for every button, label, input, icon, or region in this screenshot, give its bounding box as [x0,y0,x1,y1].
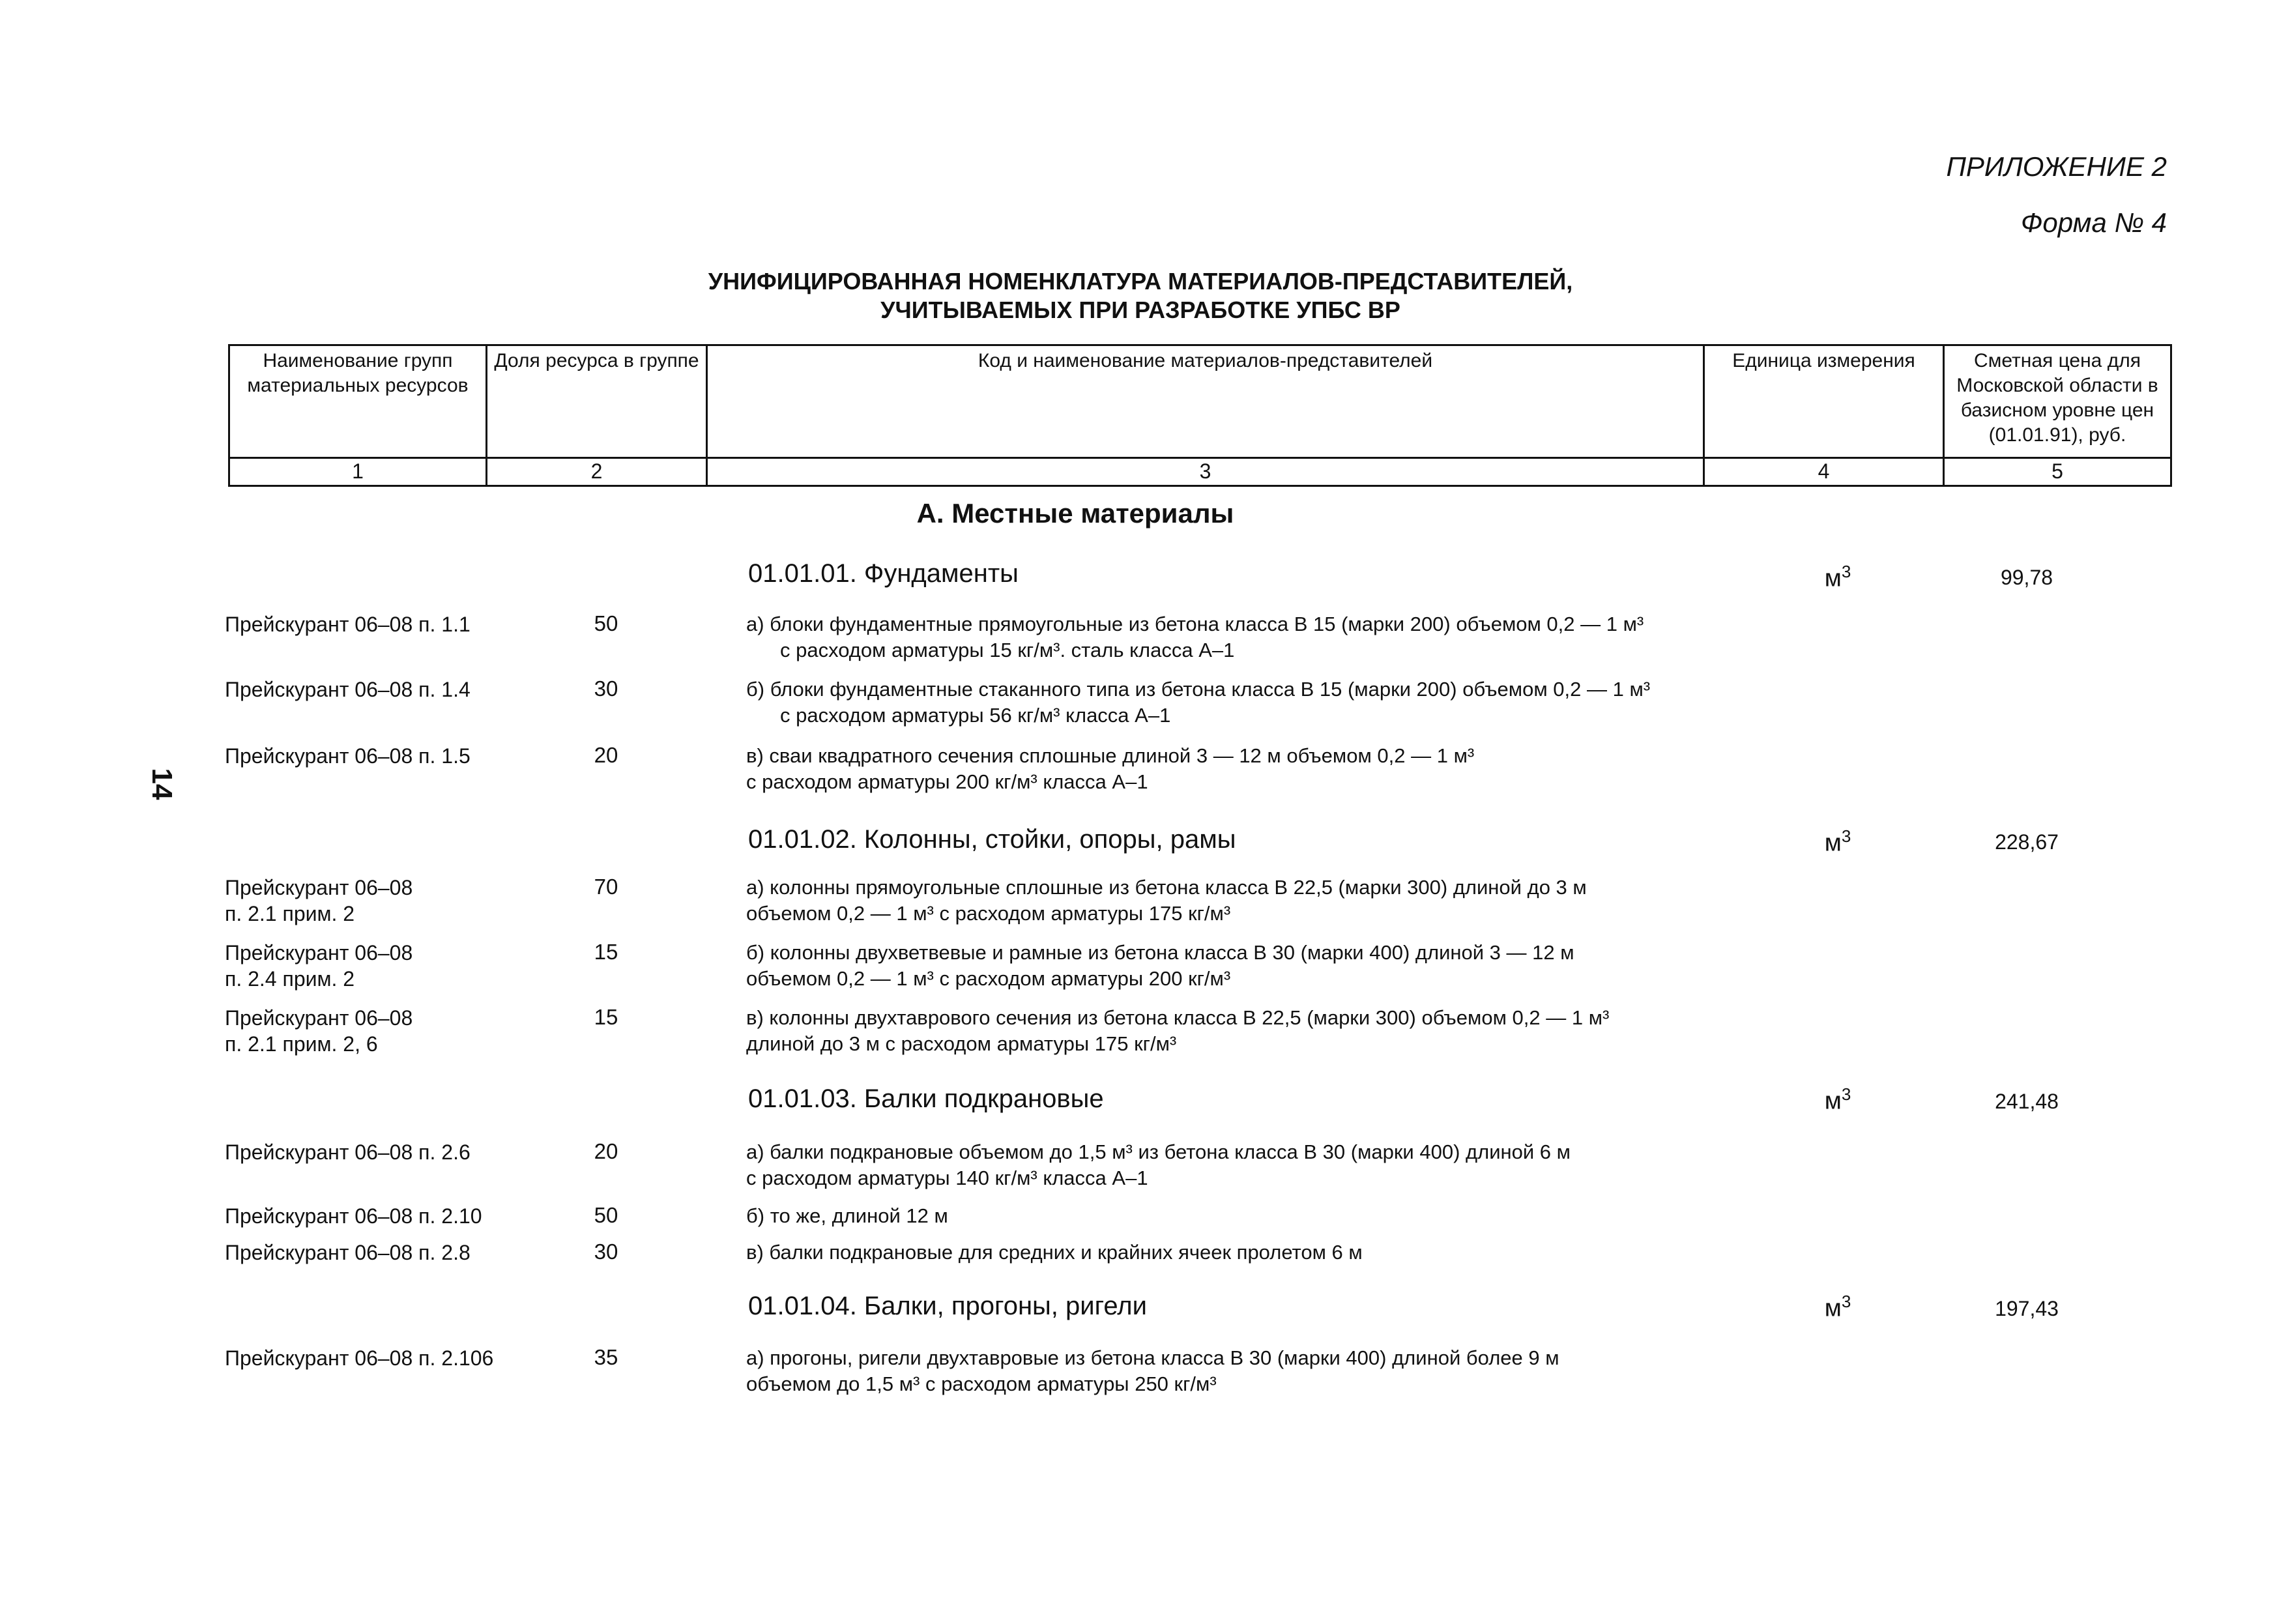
resource-share: 50 [594,611,618,635]
group-title: 01.01.04. Балки, прогоны, ригели [748,1292,1147,1320]
group-unit: $м^3$ [1824,1292,1851,1322]
resource-source: Прейскурант 06–08 п. 1.1 [225,613,471,636]
resource-share: 70 [594,875,618,899]
resource-source: Прейскурант 06–08 п. 2.1 прим. 2 [225,876,413,925]
resource-share: 15 [594,1005,618,1029]
resource-description: в) колонны двухтаврового сечения из бетона класса В 22,5 (марки 300) объемом 0,2 — 1 м³ длиной до 3 м с расходом арматуры 175 кг/м³ [746,1006,1610,1055]
group-price: 197,43 [1995,1297,2059,1320]
title-line-1: УНИФИЦИРОВАННАЯ НОМЕНКЛАТУРА МАТЕРИАЛОВ-ПРЕДСТАВИТЕЛЕЙ, [708,268,1573,295]
resource-description: б) блоки фундаментные стаканного типа из бетона класса В 15 (марки 200) объемом 0,2 — 1 м³ с расходом арматуры 56 кг/м³ класса А–1 [746,678,1651,727]
column-header-share: Доля ресурса в группе [487,345,707,458]
resource-share: 20 [594,743,618,767]
resource-source: Прейскурант 06–08 п. 2.10 [225,1204,482,1228]
resource-source: Прейскурант 06–08 п. 2.4 прим. 2 [225,941,413,991]
resource-share: 20 [594,1139,618,1163]
column-header-unit: Единица измерения [1704,345,1944,458]
resource-share: 15 [594,940,618,964]
group-unit: $м^3$ [1824,826,1851,857]
form-number: Форма № 4 [2021,207,2167,238]
resource-description: а) блоки фундаментные прямоугольные из бетона класса В 15 (марки 200) объемом 0,2 — 1 м³ с расходом арматуры 15 кг/м³. сталь класса А–1 [746,613,1644,661]
resource-share: 35 [594,1345,618,1369]
column-number: 5 [1944,458,2171,486]
column-header-price: Сметная цена для Московской области в базисном уровне цен (01.01.91), руб. [1944,345,2171,458]
column-header-table [228,344,2172,487]
resource-share: 30 [594,1240,618,1264]
appendix-label: ПРИЛОЖЕНИЕ 2 [1946,151,2167,182]
resource-share: 50 [594,1203,618,1227]
resource-description: а) прогоны, ригели двухтавровые из бетона класса В 30 (марки 400) длиной более 9 м объемом до 1,5 м³ с расходом арматуры 250 кг/м³ [746,1346,1559,1395]
column-header-group: Наименование групп материальных ресурсов [229,345,487,458]
column-number: 4 [1704,458,1944,486]
resource-description: а) колонны прямоугольные сплошные из бетона класса В 22,5 (марки 300) длиной до 3 м объемом 0,2 — 1 м³ с расходом арматуры 175 кг/м³ [746,876,1587,925]
section-title: А. Местные материалы [916,498,1234,529]
group-unit: $м^3$ [1824,562,1851,592]
resource-source: Прейскурант 06–08 п. 2.1 прим. 2, 6 [225,1006,413,1056]
resource-description: в) балки подкрановые для средних и крайних ячеек пролетом 6 м [746,1241,1363,1264]
title-line-2: УЧИТЫВАЕМЫХ ПРИ РАЗРАБОТКЕ УПБС ВР [880,297,1400,323]
resource-source: Прейскурант 06–08 п. 1.5 [225,744,471,768]
resource-description: б) колонны двухветвевые и рамные из бетона класса В 30 (марки 400) длиной 3 — 12 м объемом 0,2 — 1 м³ с расходом арматуры 200 кг/м³ [746,941,1574,990]
resource-source: Прейскурант 06–08 п. 2.106 [225,1346,494,1370]
resource-source: Прейскурант 06–08 п. 1.4 [225,678,471,701]
resource-source: Прейскурант 06–08 п. 2.8 [225,1241,471,1264]
group-unit: $м^3$ [1824,1084,1851,1115]
column-number: 3 [707,458,1704,486]
document-title [521,267,1760,325]
resource-share: 30 [594,676,618,701]
column-header-code: Код и наименование материалов-представителей [707,345,1704,458]
group-title: 01.01.03. Балки подкрановые [748,1084,1104,1113]
resource-description: а) балки подкрановые объемом до 1,5 м³ из бетона класса В 30 (марки 400) длиной 6 м с расходом арматуры 140 кг/м³ класса А–1 [746,1140,1571,1189]
resource-source: Прейскурант 06–08 п. 2.6 [225,1140,471,1164]
group-price: 228,67 [1995,830,2059,854]
resource-description: в) сваи квадратного сечения сплошные длиной 3 — 12 м объемом 0,2 — 1 м³ с расходом арматуры 200 кг/м³ класса А–1 [746,744,1475,793]
group-title: 01.01.01. Фундаменты [748,559,1019,588]
column-number: 1 [229,458,487,486]
group-title: 01.01.02. Колонны, стойки, опоры, рамы [748,825,1236,854]
page-number: 14 [146,768,178,800]
group-price: 99,78 [2000,566,2053,589]
column-number: 2 [487,458,707,486]
resource-description: б) то же, длиной 12 м [746,1204,948,1227]
group-price: 241,48 [1995,1090,2059,1113]
